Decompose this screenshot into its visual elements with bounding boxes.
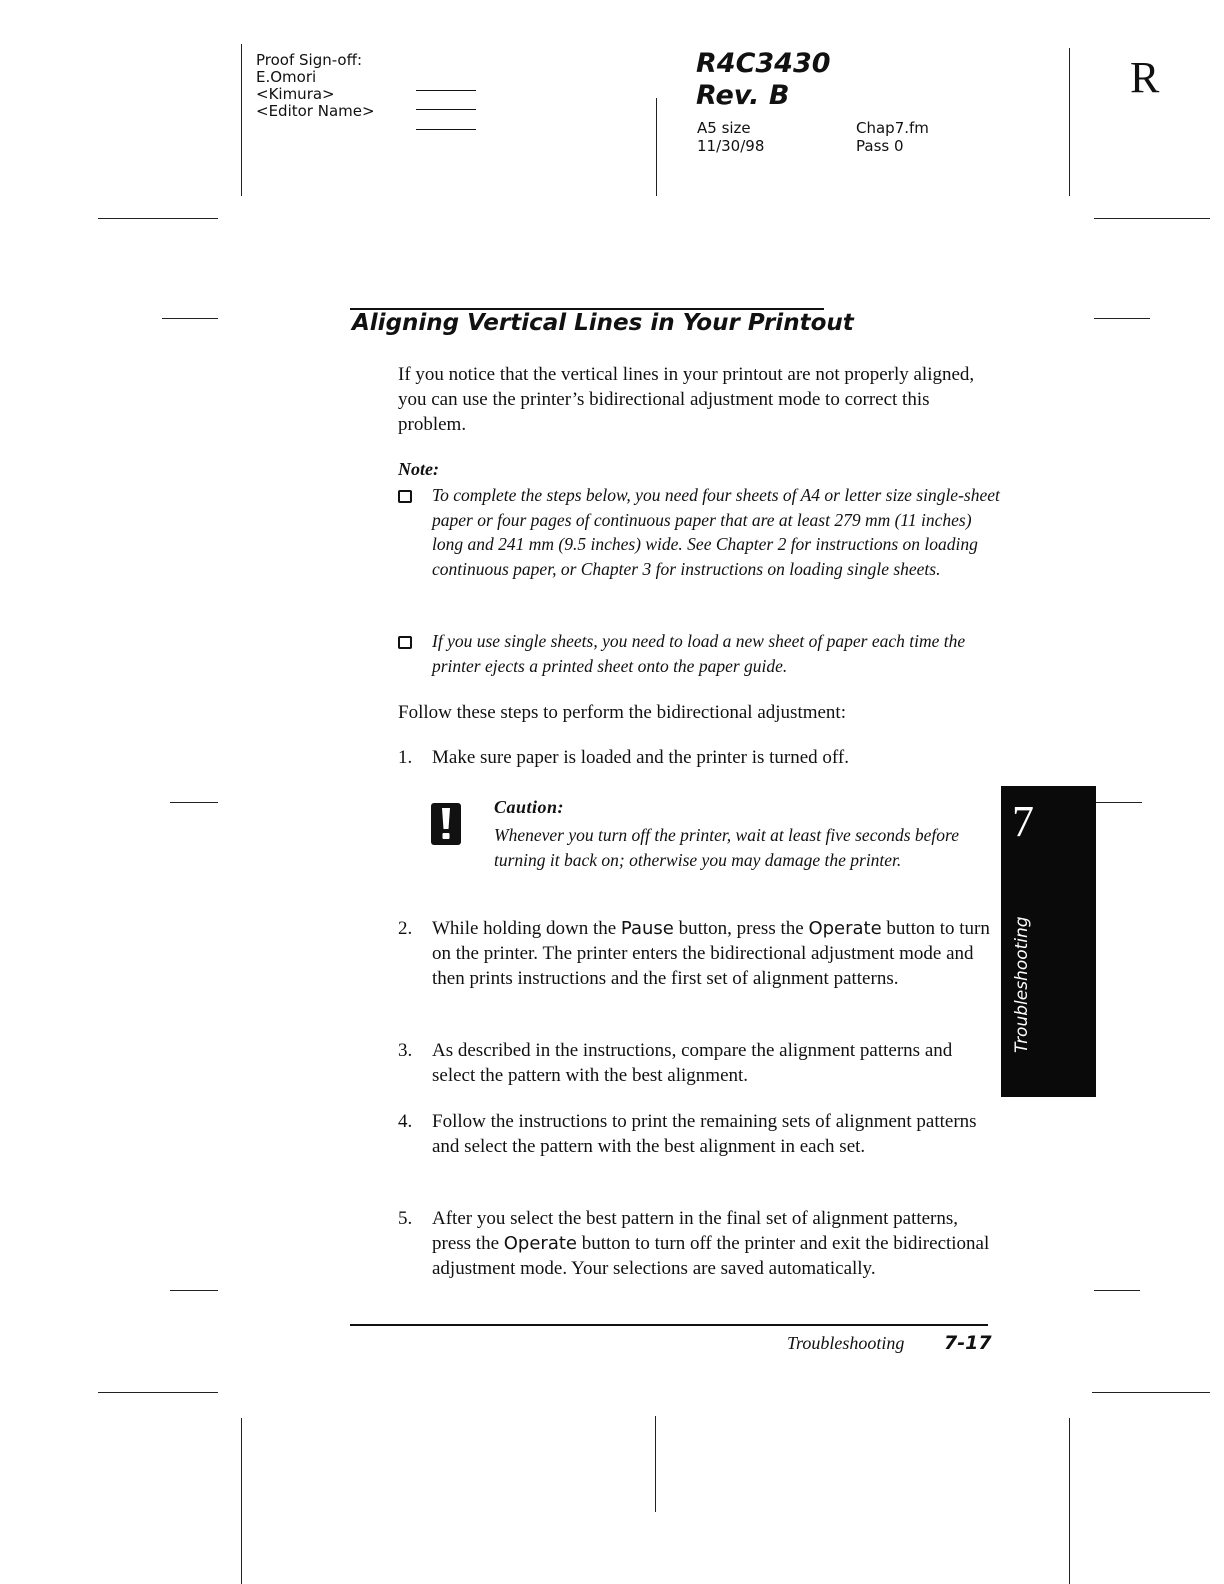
- crop-mark: [170, 1290, 218, 1291]
- step-number: 3.: [398, 1040, 413, 1061]
- proof-signoff-block: [256, 52, 375, 120]
- corner-mark: R: [1130, 53, 1160, 102]
- signoff-title: Proof Sign-off:: [256, 51, 362, 69]
- crop-mark: [162, 318, 218, 319]
- crop-line: [655, 1416, 656, 1512]
- step-text: Make sure paper is loaded and the printer is turned off.: [432, 747, 849, 768]
- crop-line: [241, 44, 242, 196]
- date: 11/30/98: [697, 137, 765, 155]
- meta-left: [697, 119, 764, 155]
- crop-line: [1069, 48, 1070, 196]
- operate-button-name: Operate: [808, 918, 882, 939]
- step-text-part: While holding down the: [432, 918, 621, 939]
- footer-section-name: Troubleshooting: [787, 1333, 905, 1353]
- chapter-tab-label: Troubleshooting: [1012, 916, 1032, 1053]
- step-number: 2.: [398, 918, 413, 939]
- meta-right: [856, 119, 929, 155]
- document-id-block: [696, 48, 831, 112]
- chapter-number: 7: [1012, 797, 1034, 846]
- exclamation-icon: [431, 803, 461, 845]
- revision: Rev. B: [696, 80, 790, 111]
- crop-mark: [1096, 802, 1142, 803]
- step-text-part: button to turn on the printer. The printer enters the bidirectional adjustment mode and then prints instructions and the first set of alignment patterns.: [432, 918, 990, 989]
- signature-line: [416, 109, 476, 110]
- signoff-name: E.Omori: [256, 68, 317, 86]
- step-text-part: button to turn off the printer and exit the bidirectional adjustment mode. Your selections are saved automatically.: [432, 1233, 990, 1279]
- crop-mark: [98, 218, 218, 219]
- pause-button-name: Pause: [620, 918, 674, 939]
- signature-line: [416, 129, 476, 130]
- crop-mark: [1094, 318, 1150, 319]
- pass-number: Pass 0: [856, 137, 904, 155]
- step-number: 5.: [398, 1208, 413, 1229]
- crop-line: [656, 98, 657, 196]
- crop-mark: [98, 1392, 218, 1393]
- signoff-name: <Kimura>: [256, 85, 335, 103]
- crop-mark: [1094, 1290, 1140, 1291]
- footer-rule: [350, 1324, 988, 1326]
- crop-mark: [1094, 218, 1210, 219]
- note-item: If you use single sheets, you need to load a new sheet of paper each time the printer ejects a printed sheet onto the paper guide.: [432, 631, 966, 676]
- step-text: Follow the instructions to print the remaining sets of alignment patterns and select the pattern with the best alignment in each set.: [432, 1111, 977, 1157]
- step-number: 1.: [398, 747, 413, 768]
- step-text: [432, 916, 992, 991]
- signature-line: [416, 90, 476, 91]
- crop-mark: [1092, 1392, 1210, 1393]
- caution-icon: [431, 803, 461, 845]
- caution-text: Whenever you turn off the printer, wait at least five seconds before turning it back on; otherwise you may damage the printer.: [494, 825, 959, 870]
- crop-mark: [170, 802, 218, 803]
- operate-button-name: Operate: [503, 1233, 577, 1254]
- step-number: 4.: [398, 1111, 413, 1132]
- step-text-part: After you select the best pattern in the final set of alignment patterns, press the: [432, 1208, 959, 1254]
- intro-paragraph: If you notice that the vertical lines in your printout are not properly aligned, you can use the printer’s bidirectional adjustment mode to correct this problem.: [398, 364, 975, 435]
- caution-label: Caution:: [494, 797, 565, 817]
- step-text-part: button, press the: [673, 918, 809, 939]
- document-id: R4C3430: [696, 48, 831, 79]
- note-label: Note:: [398, 459, 439, 479]
- file-name: Chap7.fm: [856, 119, 929, 137]
- step-text: As described in the instructions, compare the alignment patterns and select the pattern with the best alignment.: [432, 1040, 953, 1086]
- steps-intro: Follow these steps to perform the bidirectional adjustment:: [398, 702, 846, 723]
- crop-line: [1069, 1418, 1070, 1584]
- step-text: [432, 1206, 992, 1281]
- checkbox-bullet-icon: [398, 636, 412, 649]
- crop-line: [241, 1418, 242, 1584]
- checkbox-bullet-icon: [398, 490, 412, 503]
- signoff-name: <Editor Name>: [256, 102, 375, 120]
- section-title: Aligning Vertical Lines in Your Printout: [352, 310, 854, 336]
- note-item: To complete the steps below, you need four sheets of A4 or letter size single-sheet paper or four pages of continuous paper that are at least 279 mm (11 inches) long and 241 mm (9.5 inches) wide. See Chapter 2 for instructions on loading continuous paper, or Chapter 3 for instructions on loading single sheets.: [432, 485, 1000, 579]
- page-size: A5 size: [697, 119, 751, 137]
- page-number: 7-17: [944, 1332, 992, 1354]
